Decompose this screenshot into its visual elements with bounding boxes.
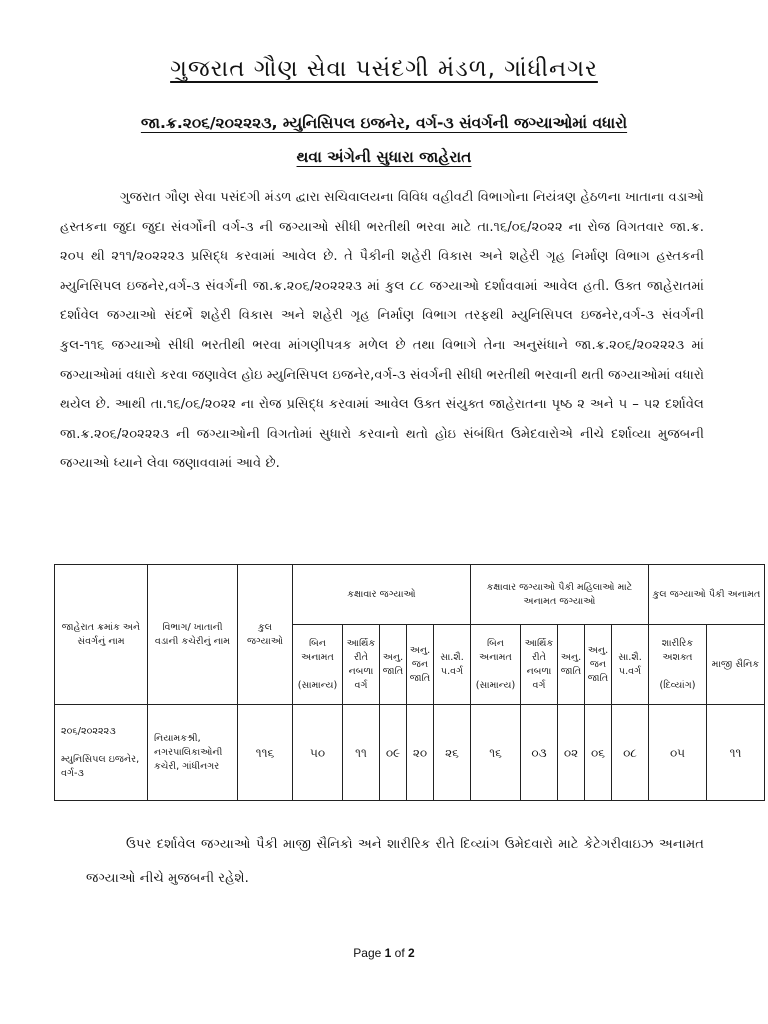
subheader-general: બિન અનામત (સામાન્ય) (293, 625, 343, 705)
cell-pwd: ૦૫ (649, 705, 707, 801)
cell-ews: ૧૧ (343, 705, 380, 801)
cell-total: ૧૧૬ (238, 705, 293, 801)
header-total-posts: કુલ જગ્યાઓ (238, 565, 293, 705)
table-row (55, 705, 765, 801)
header-department: વિભાગ/ ખાતાની વડાની કચેરીનું નામ (148, 565, 238, 705)
page-number: Page 1 of 2 (353, 946, 415, 960)
notice-subtitle-line1: જા.ક્ર.૨૦૬/૨૦૨૨૨૩, મ્યુનિસિપલ ઇજનેર, વર્ગ-૩ સંવર્ગની જગ્યાઓમાં વધારો (140, 114, 628, 132)
reservation-paragraph: ઉપર દર્શાવેલ જગ્યાઓ પૈકી માજી સૈનિકો અને શારીરિક રીતે દિવ્યાંગ ઉમેદવારો માટે કેટેગરીવાઇઝ અનામત જગ્યાઓ નીચે મુજબની રહેશે. (86, 837, 704, 886)
notice-subtitle-line2: થવા અંગેની સુધારા જાહેરાત (296, 148, 472, 166)
cell-ex-servicemen: ૧૧ (707, 705, 765, 801)
header-women-reserved: કક્ષાવાર જગ્યાઓ પૈકી મહિલાઓ માટે અનામત જગ્યાઓ (471, 565, 649, 625)
cell-advt-cadre: ૨૦૬/૨૦૨૨૨૩ મ્યુનિસિપલ ઇજનેર, વર્ગ-૩ (55, 705, 148, 801)
notice-paragraph: ગુજરાત ગૌણ સેવા પસંદગી મંડળ દ્વારા સચિવાલયના વિવિધ વહીવટી વિભાગોના નિયંત્રણ હેઠળના ખાતાના વડાઓ હસ્તકના જુદા જુદા સંવર્ગોની વર્ગ-૩ ની જગ્યાઓ સીધી ભરતીથી ભરવા માટે તા.૧૬/૦૬/૨૦૨૨ ના રોજ વિગતવાર જા.ક્ર. ૨૦૫ થી ૨૧૧/૨૦૨૨૨૩ પ્રસિદ્ધ કરવામાં આવેલ છે. તે પૈકીની શહેરી વિકાસ અને શહેરી ગૃહ નિર્માણ વિભાગ હસ્તકની મ્યુનિસિપલ ઇજનેર,વર્ગ-૩ સંવર્ગની જા.ક્ર.૨૦૬/૨૦૨૨૨૩ માં કુલ ૮૮ જગ્યાઓ દર્શાવવામાં આવેલ હતી. ઉક્ત જાહેરાતમાં દર્શાવેલ જગ્યાઓ સંદર્ભે શહેરી વિકાસ અને શહેરી ગૃહ નિર્માણ વિભાગ તરફથી મ્યુનિસિપલ ઇજનેર,વર્ગ-૩ સંવર્ગની કુલ-૧૧૬ જગ્યાઓ સીધી ભરતીથી ભરવા માંગણીપત્રક મળેલ છે તથા વિભાગે તેના અનુસંધાને જા.ક્ર.૨૦૬/૨૦૨૨૨૩ માં જગ્યાઓમાં વધારો કરવા જણાવેલ હોઇ મ્યુનિસિપલ ઇજનેર,વર્ગ-૩ સંવર્ગની સીધી ભરતીથી ભરવાની થતી જગ્યાઓમાં વધારો થયેલ છે. આથી તા.૧૬/૦૬/૨૦૨૨ ના રોજ પ્રસિદ્ધ કરવામાં આવેલ ઉક્ત સંયુક્ત જાહેરાતના પૃષ્ઠ ૨ અને ૫ – ૫૨ દર્શાવેલ જા.ક્ર.૨૦૬/૨૦૨૨૨૩ ની જગ્યાઓની વિગતોમાં સુધારો કરવાનો થતો હોઇ સંબંધિત ઉમેદવારોએ નીચે દર્શાવ્યા મુજબની જગ્યાઓ ધ્યાને લેવા જણાવવામાં આવે છે. (60, 190, 704, 472)
cell-st: ૨૦ (407, 705, 434, 801)
subheader-women-st: અનુ. જન જાતિ (585, 625, 612, 705)
cell-women-general: ૧૬ (471, 705, 521, 801)
subheader-sc: અનુ. જાતિ (380, 625, 407, 705)
subheader-sebc: સા.શૈ. પ.વર્ગ (434, 625, 471, 705)
subheader-women-general: બિન અનામત (સામાન્ય) (471, 625, 521, 705)
cell-women-sc: ૦૨ (558, 705, 585, 801)
subheader-ews: આર્થિક રીતે નબળા વર્ગ (343, 625, 380, 705)
subheader-pwd: શારીરિક અશક્ત (દિવ્યાંગ) (649, 625, 707, 705)
cell-sebc: ૨૬ (434, 705, 471, 801)
header-advt-cadre: જાહેરાત ક્રમાંક અને સંવર્ગનું નામ (55, 565, 148, 705)
document-title: ગુજરાત ગૌણ સેવા પસંદગી મંડળ, ગાંધીનગર (170, 56, 598, 82)
subheader-women-sebc: સા.શૈ. પ.વર્ગ (612, 625, 649, 705)
posts-table (54, 564, 765, 801)
header-classwise-posts: કક્ષાવાર જગ્યાઓ (293, 565, 471, 625)
subheader-women-sc: અનુ. જાતિ (558, 625, 585, 705)
header-reserved-of-total: કુલ જગ્યાઓ પૈકી અનામત (649, 565, 765, 625)
subheader-st: અનુ. જન જાતિ (407, 625, 434, 705)
cell-department: નિયામકશ્રી, નગરપાલિકાઓની કચેરી, ગાંધીનગર (148, 705, 238, 801)
cell-women-ews: ૦૩ (521, 705, 558, 801)
cell-general: ૫૦ (293, 705, 343, 801)
cell-women-st: ૦૬ (585, 705, 612, 801)
subheader-ex-servicemen: માજી સૈનિક (707, 625, 765, 705)
cell-sc: ૦૯ (380, 705, 407, 801)
cell-women-sebc: ૦૮ (612, 705, 649, 801)
subheader-women-ews: આર્થિક રીતે નબળા વર્ગ (521, 625, 558, 705)
